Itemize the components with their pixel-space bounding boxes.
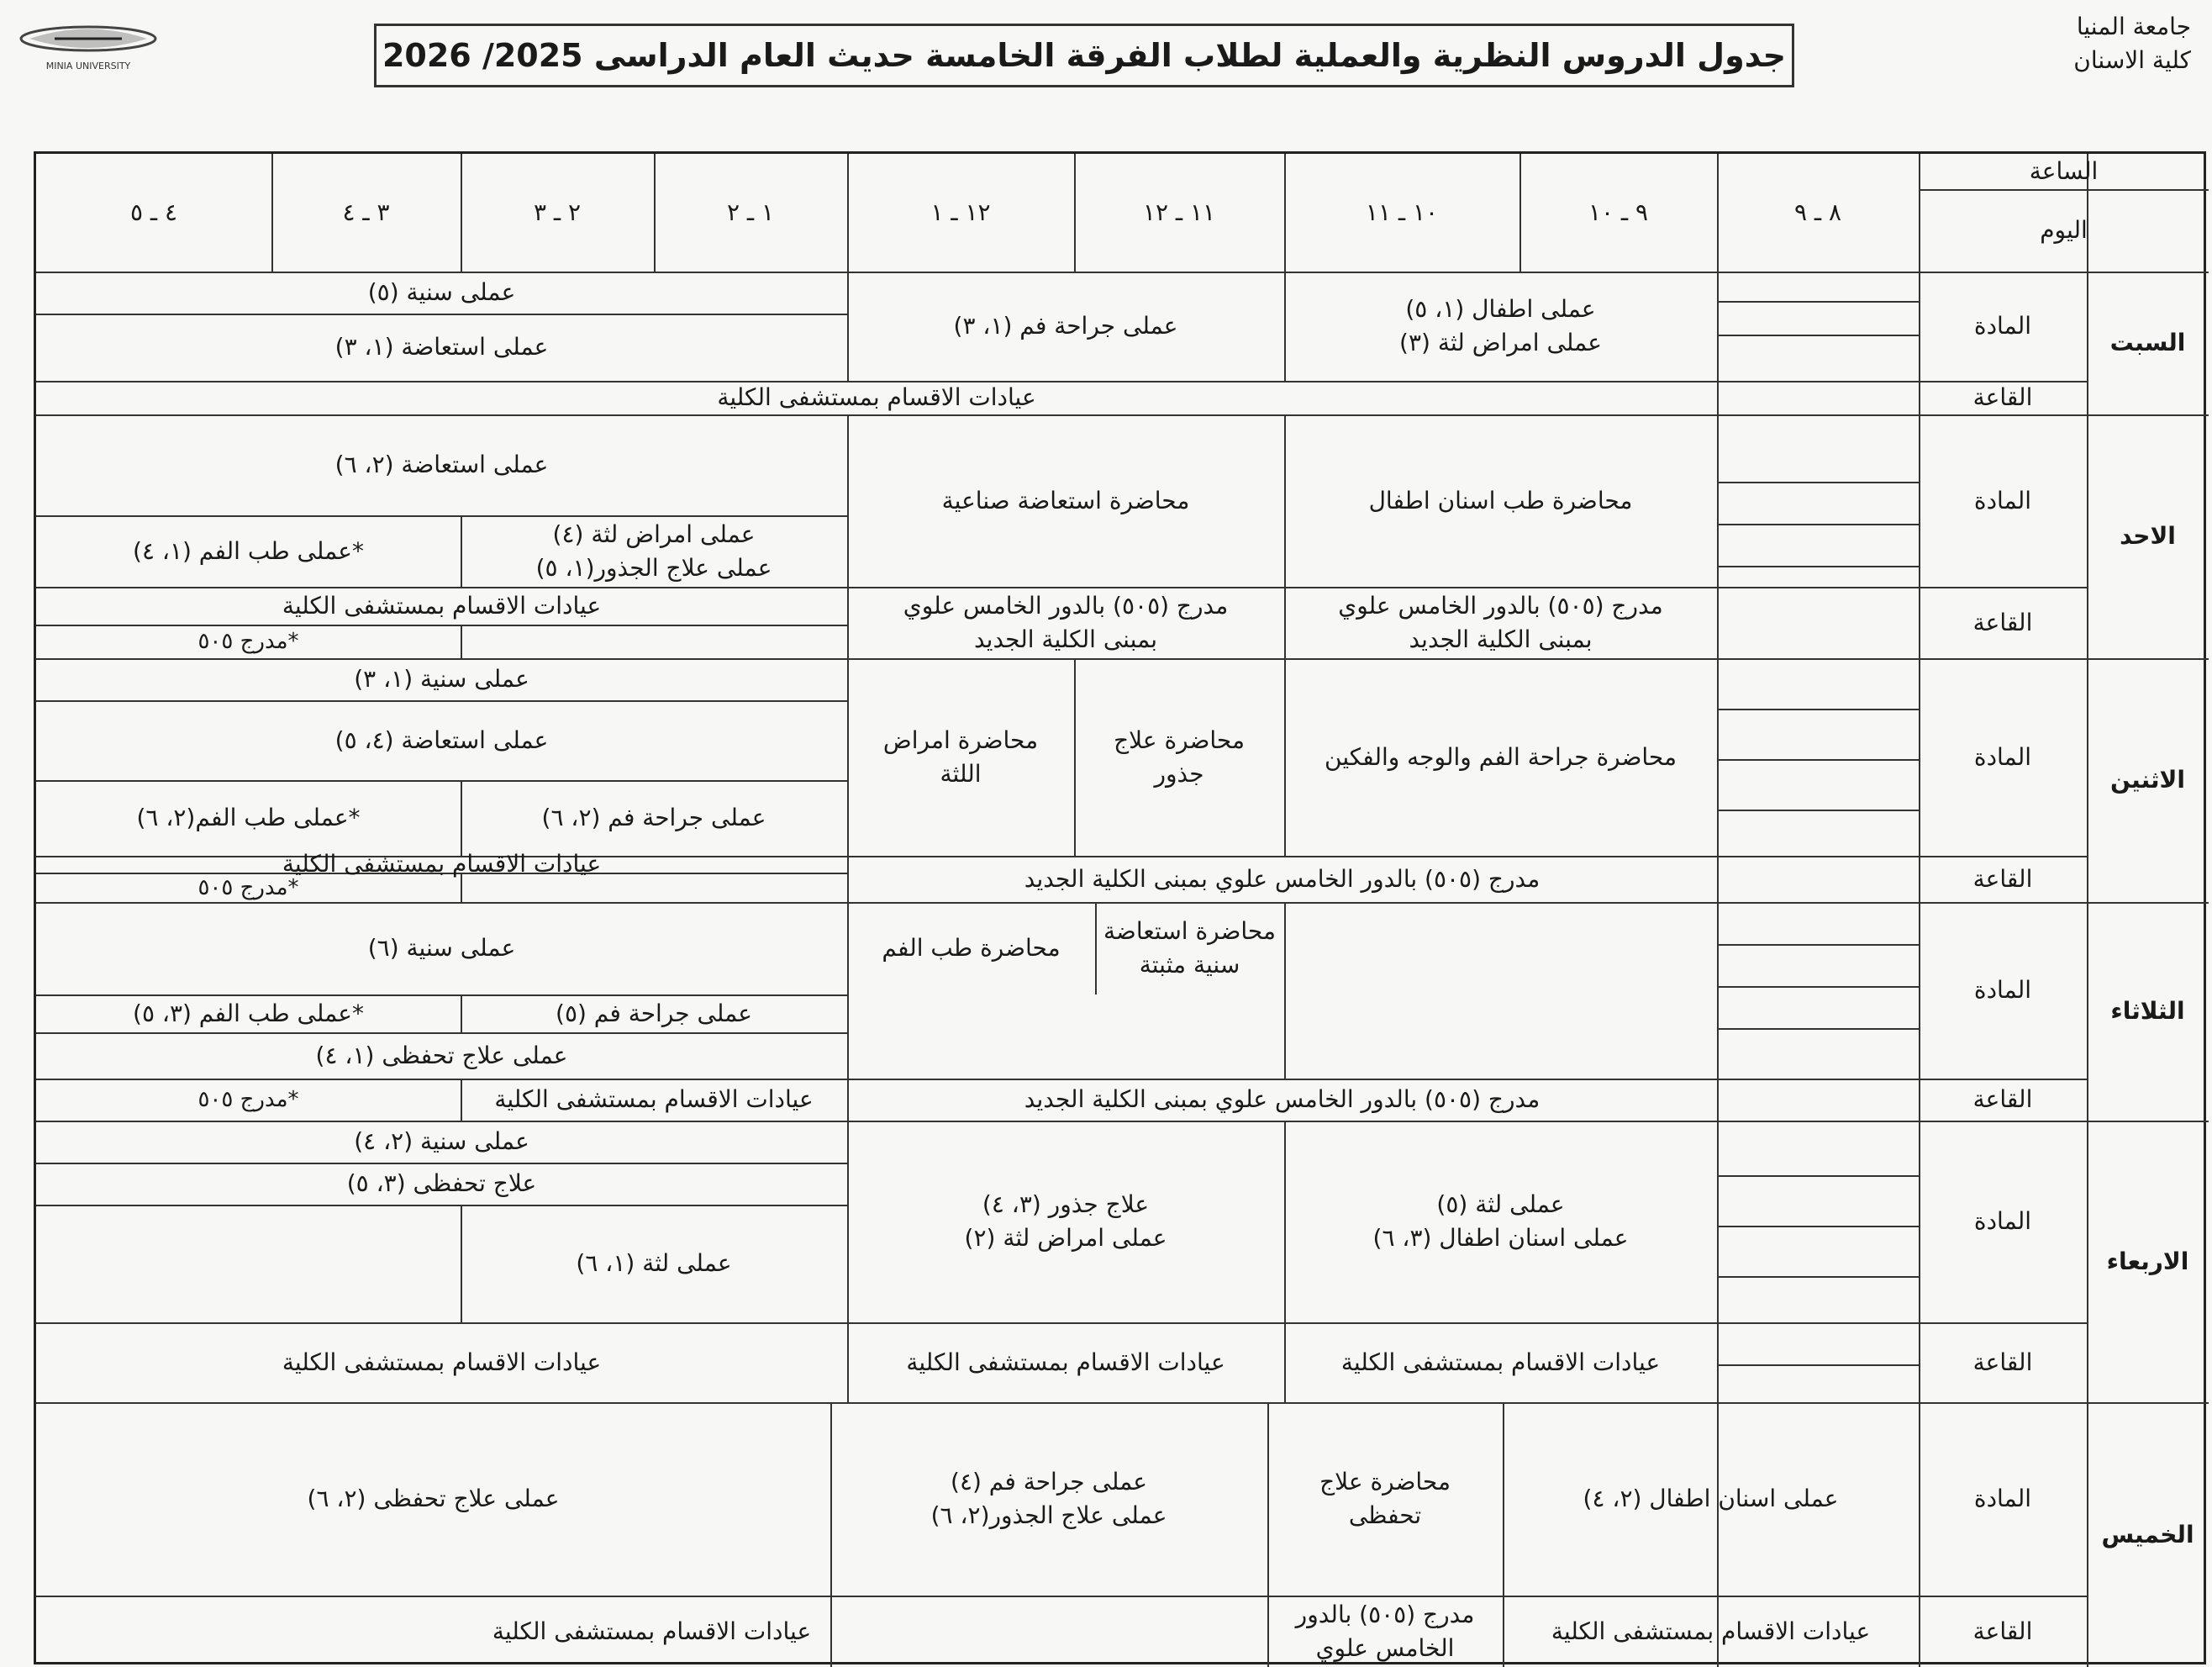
- hall-cell: عيادات الاقسام بمستشفى الكلية: [282, 591, 602, 620]
- session-cell: عملى استعاضة (١، ٣): [334, 333, 549, 361]
- time-slot: ٢ ـ ٣: [533, 198, 582, 226]
- session-cell: محاضرة طب الفم: [882, 934, 1061, 962]
- hour-label: الساعة: [2029, 157, 2099, 185]
- day-label: اليوم: [2040, 216, 2088, 244]
- hall-label: القاعة: [1972, 864, 2033, 893]
- hall-cell: مدرج (٥٠٥) بالدور الخامس علوي بمبنى الكلية الجديد: [1024, 864, 1540, 893]
- session-cell: علاج تحفظى (٣، ٥): [346, 1169, 537, 1197]
- session-cell: عملى لثة (١، ٦): [576, 1249, 732, 1277]
- session-cell: عملى سنية (٢، ٤): [354, 1127, 529, 1155]
- hall-cell: عيادات الاقسام بمستشفى الكلية: [1551, 1617, 1871, 1645]
- hall-cell: مدرج (٥٠٥) بالدور الخامس علوي بمبنى الكلية الجديد: [903, 591, 1229, 653]
- session-cell: محاضرة امراض اللثة: [882, 725, 1039, 788]
- session-cell: عملى استعاضة (٢، ٦): [334, 451, 549, 478]
- time-slot: ٨ ـ ٩: [1793, 198, 1842, 226]
- time-slot: ٣ ـ ٤: [342, 198, 390, 226]
- session-cell: محاضرة جراحة الفم والوجه والفكين: [1325, 742, 1677, 771]
- session-cell: عملى اسنان اطفال (٢، ٤): [1583, 1485, 1839, 1512]
- empty-cell: [1284, 902, 1717, 1079]
- session-cell: محاضرة علاج تحفظى: [1319, 1468, 1451, 1529]
- hall-cell: عيادات الاقسام بمستشفى الكلية: [717, 383, 1036, 411]
- university-name: جامعة المنيا: [2076, 13, 2191, 40]
- session-cell: عملى علاج تحفظى (١، ٤): [315, 1041, 568, 1069]
- hall-label: القاعة: [1972, 608, 2033, 636]
- hall-cell: عيادات الاقسام بمستشفى الكلية: [906, 1348, 1225, 1376]
- hall-cell: مدرج (٥٠٥) بالدور الخامس علوي: [1295, 1600, 1475, 1662]
- session-cell: عملى جراحة فم (٤) عملى علاج الجذور(٢، ٦): [930, 1468, 1167, 1529]
- day-name-monday: الاثنين: [2109, 766, 2186, 794]
- hall-cell: *مدرج ٥٠٥: [198, 874, 299, 900]
- empty-cell: [847, 994, 1284, 1079]
- time-slot: ٩ ـ ١٠: [1588, 198, 1649, 226]
- session-cell: عملى لثة (٥) عملى اسنان اطفال (٣، ٦): [1372, 1190, 1629, 1252]
- session-cell: عملى جراحة فم (٢، ٦): [541, 804, 766, 831]
- schedule-table: [34, 151, 2206, 1664]
- time-slot: ٤ ـ ٥: [129, 198, 178, 226]
- session-cell: عملى امراض لثة (٤) عملى علاج الجذور(١، ٥): [535, 520, 772, 582]
- hall-label: القاعة: [1972, 383, 2033, 411]
- logo-text: MINIA UNIVERSITY: [45, 61, 131, 71]
- day-name-tuesday: الثلاثاء: [2110, 997, 2185, 1025]
- time-slot: ١٠ ـ ١١: [1365, 198, 1439, 226]
- session-cell: عملى علاج تحفظى (٢، ٦): [307, 1485, 560, 1512]
- day-name-wednesday: الاربعاء: [2106, 1247, 2189, 1275]
- subject-label: المادة: [1973, 486, 2032, 514]
- subject-label: المادة: [1973, 1485, 2032, 1512]
- session-cell: محاضرة طب اسنان اطفال: [1368, 486, 1633, 514]
- subject-label: المادة: [1973, 742, 2032, 771]
- subject-label: المادة: [1973, 1207, 2032, 1235]
- session-cell: عملى اطفال (١، ٥) عملى امراض لثة (٣): [1399, 295, 1602, 356]
- university-logo: [4, 15, 181, 74]
- hall-label: القاعة: [1972, 1348, 2033, 1376]
- session-cell: عملى سنية (٦): [367, 934, 516, 962]
- session-cell: عملى استعاضة (٤، ٥): [334, 725, 549, 754]
- hall-cell: عيادات الاقسام بمستشفى الكلية: [1340, 1348, 1661, 1376]
- time-slot: ١ ـ ٢: [726, 198, 775, 226]
- day-name-sunday: الاحد: [2120, 522, 2176, 550]
- hall-cell: *مدرج ٥٠٥: [198, 1087, 299, 1112]
- session-cell: محاضرة استعاضة صناعية: [941, 486, 1190, 514]
- subject-label: المادة: [1973, 312, 2032, 340]
- hall-cell: مدرج (٥٠٥) بالدور الخامس علوي بمبنى الكلية الجديد: [1024, 1085, 1540, 1113]
- hall-cell: عيادات الاقسام بمستشفى الكلية: [282, 1348, 602, 1376]
- faculty-name: كلية الاسنان: [2073, 46, 2191, 74]
- day-name-thursday: الخميس: [2101, 1520, 2194, 1548]
- hall-label: القاعة: [1972, 1085, 2033, 1113]
- hall-cell: عيادات الاقسام بمستشفى الكلية: [494, 1085, 814, 1113]
- hall-cell: مدرج (٥٠٥) بالدور الخامس علوي بمبنى الكلية الجديد: [1338, 591, 1663, 653]
- session-cell: عملى جراحة فم (١، ٣): [953, 312, 1178, 340]
- day-name-saturday: السبت: [2109, 329, 2186, 356]
- session-cell: *عملى طب الفم (٣، ٥): [133, 999, 364, 1027]
- time-slot: ١٢ ـ ١: [930, 198, 991, 226]
- session-cell: عملى سنية (٥): [367, 278, 516, 306]
- subject-label: المادة: [1973, 976, 2032, 1004]
- session-cell: عملى جراحة فم (٥): [556, 999, 752, 1027]
- hall-cell: عيادات الاقسام بمستشفى الكلية: [282, 850, 602, 878]
- session-cell: محاضرة استعاضة سنية مثبتة: [1103, 917, 1276, 979]
- session-cell: *عملى طب الفم(٢، ٦): [136, 804, 361, 831]
- hall-label: القاعة: [1972, 1617, 2033, 1645]
- session-cell: علاج جذور (٣، ٤) عملى امراض لثة (٢): [964, 1190, 1167, 1252]
- session-cell: *عملى طب الفم (١، ٤): [133, 536, 364, 565]
- session-cell: محاضرة علاج جذور: [1114, 725, 1245, 788]
- header-right: [2073, 10, 2191, 77]
- time-slot: ١١ ـ ١٢: [1142, 198, 1216, 226]
- hall-cell: *مدرج ٥٠٥: [198, 629, 299, 654]
- session-cell: عملى سنية (١، ٣): [354, 665, 529, 693]
- hall-cell: عيادات الاقسام بمستشفى الكلية: [492, 1617, 812, 1645]
- page-title: جدول الدروس النظرية والعملية لطلاب الفرقة الخامسة حديث العام الدراسى 2025/ 2026: [374, 24, 1794, 87]
